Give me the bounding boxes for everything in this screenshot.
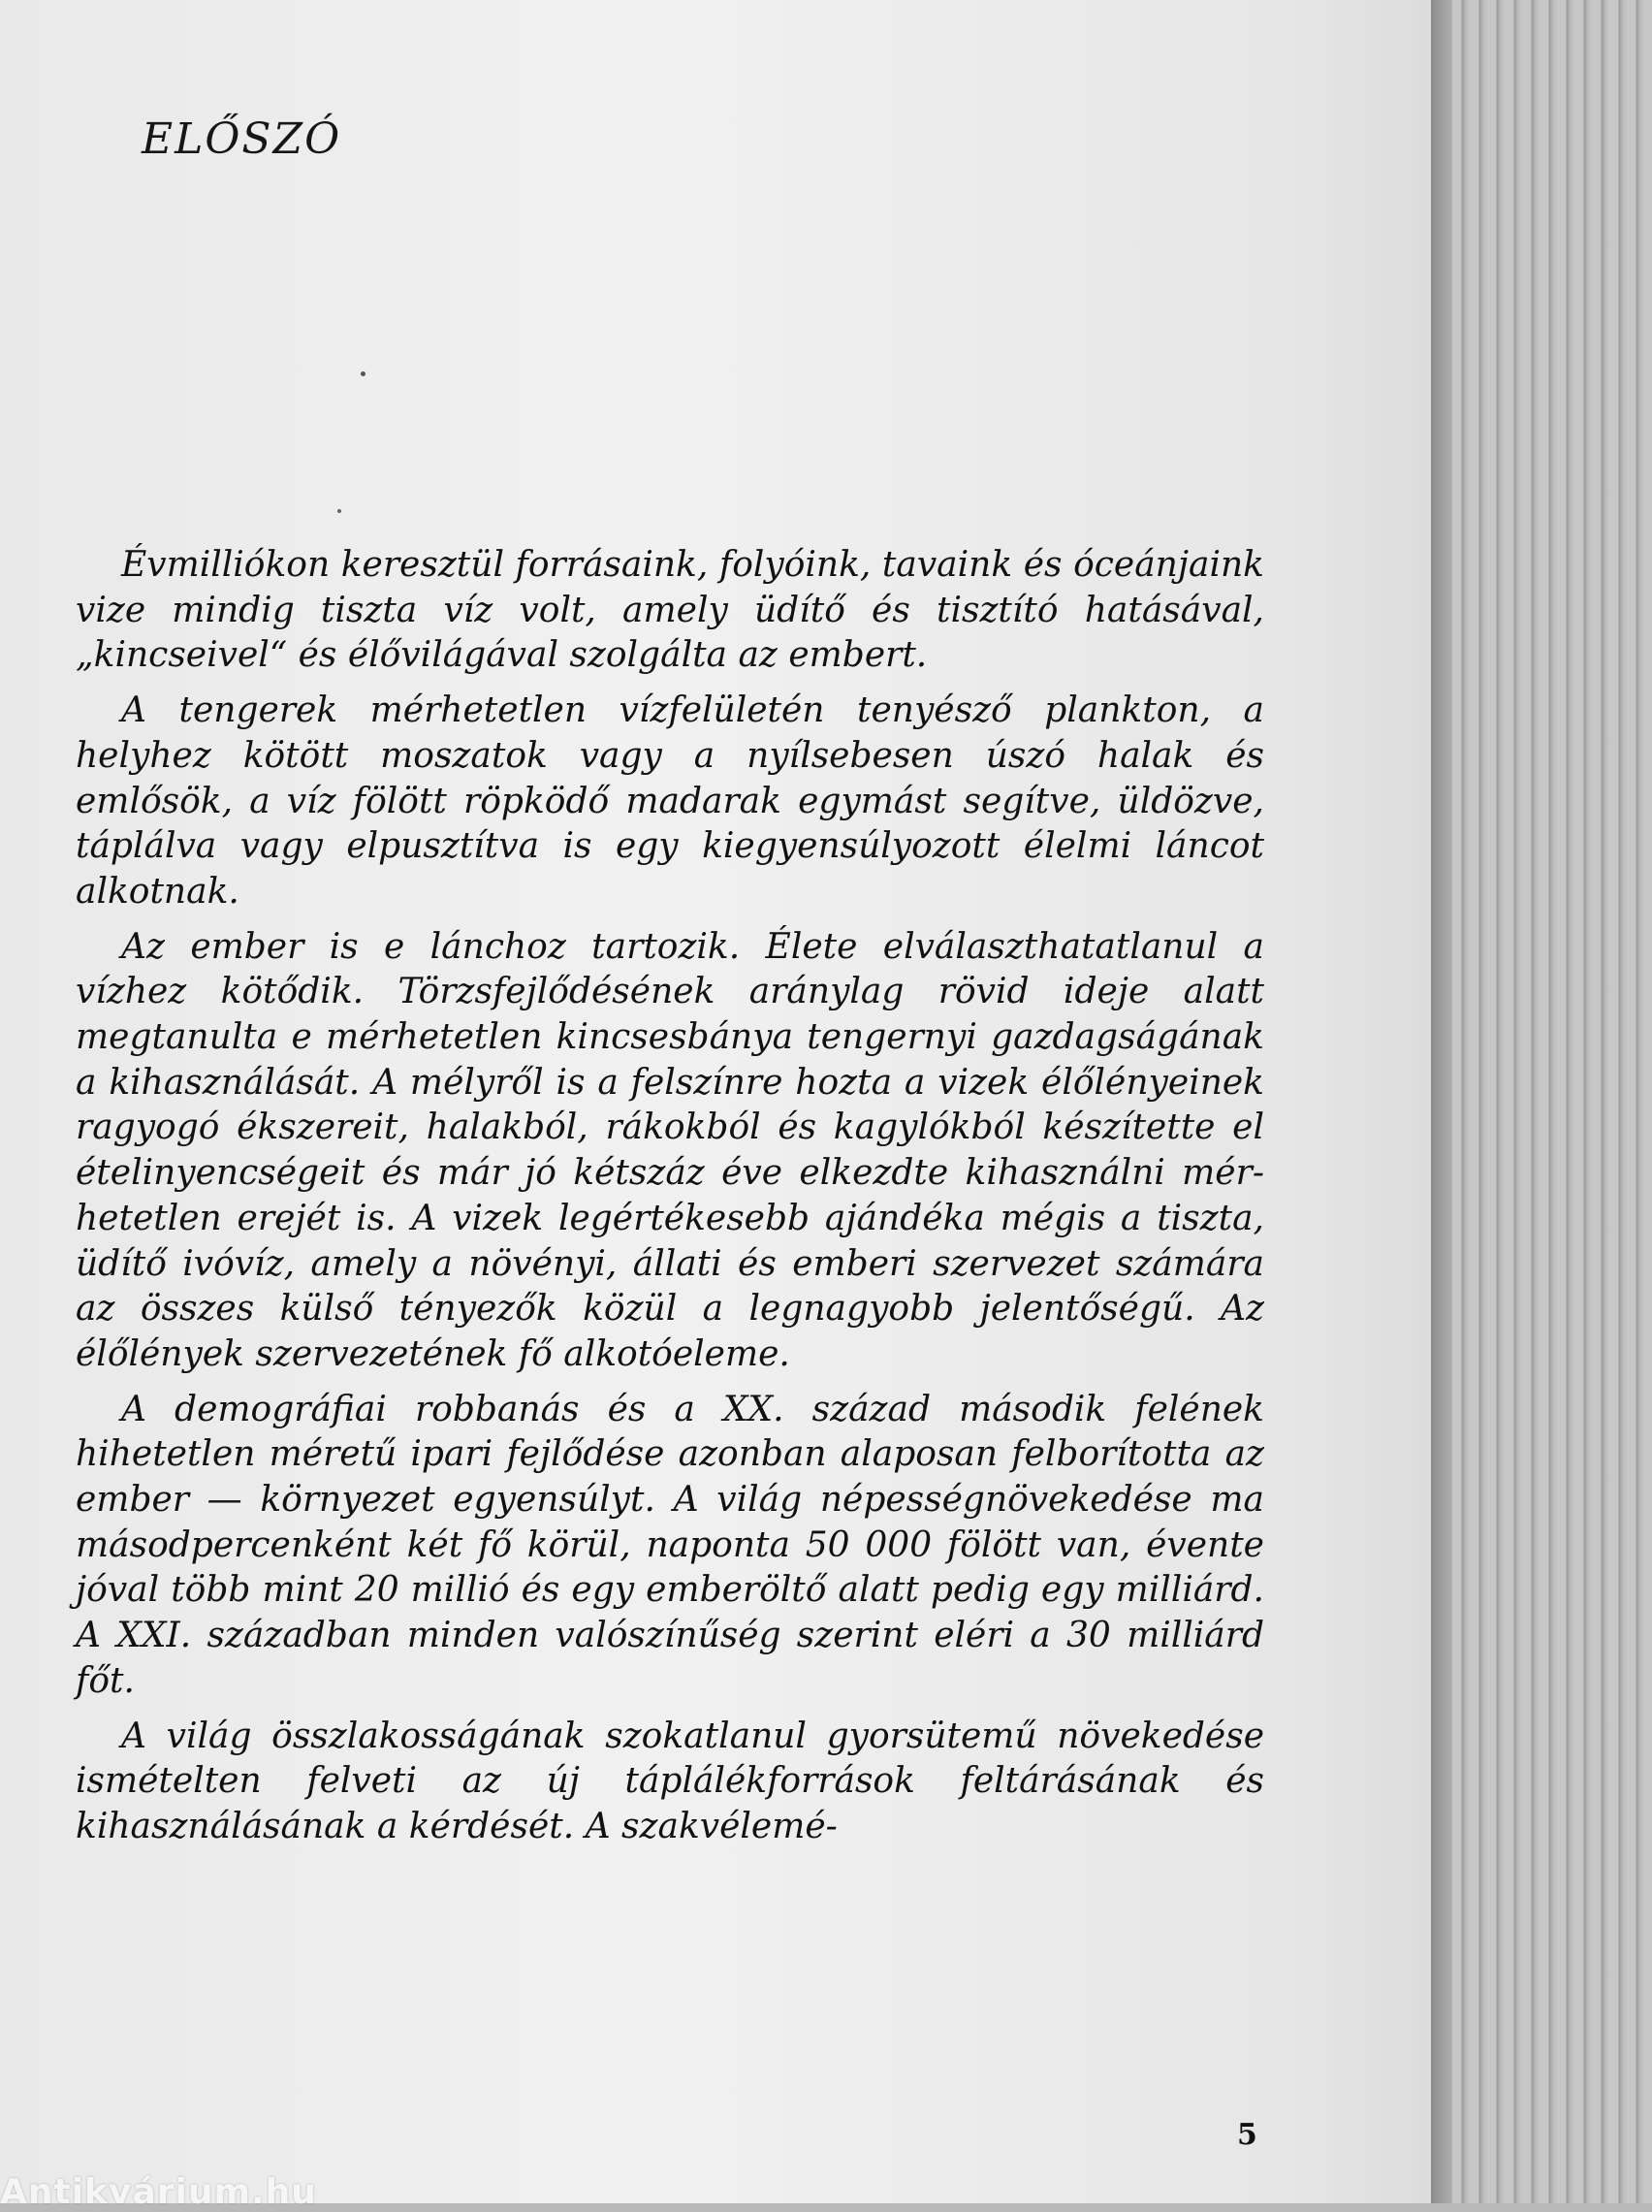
- body-text: [76, 543, 1264, 1860]
- page-number: 5: [1237, 2118, 1257, 2152]
- paragraph-2: A tengerek mérhetetlen vízfelületén tenyésző plankton, a helyhez kötött moszatok vagy a nyílsebesen úszó halak és emlősök, a víz fölött röpködő madarak egymást segítve, üldözve, táplálva vagy elpusztítva is egy kiegyensúlyozott élelmi láncot alkotnak.: [76, 690, 1264, 912]
- book-page-edges: [1452, 0, 1652, 2203]
- paragraph-1: Évmilliókon keresztül forrásaink, folyóink, tavaink és óceánjaink vize mindig tiszta víz volt, amely üdítő és tisztító hatásával, „kincseivel“ és élővilágával szolgálta az embert.: [76, 545, 1264, 676]
- paragraph-4: A demográfiai robbanás és a XX. század második felének hihetetlen méretű ipari fejlődése azonban alaposan felborította az ember — környezet egyensúlyt. A világ népességnövekedése ma másodpercenként két fő körül, naponta 50 000 fölött van, évente jóval több mint 20 millió és egy emberöltő alatt pedig egy milliárd. A XXI. században minden valószínűség szerint eléri a 30 milliárd főt.: [76, 1389, 1264, 1701]
- paragraph-3: Az ember is e lánchoz tartozik. Élete elválaszthatatlanul a vízhez kötődik. Törzsfejlődésének aránylag rövid ideje alatt megtanulta e mérhetetlen kincsesbánya tengernyi gazdagságának a kihasználását. A mélyről is a felszínre hozta a vizek élőlényeinek ragyogó ékszereit, halakból, rákokból és kagylókból készítette el ételinyencségeit és már jó kétszáz éve elkezdte kihasználni mérhetetlen erejét is. A vizek legértékesebb ajándéka mégis a tiszta, üdítő ivóvíz, amely a növényi, állati és emberi szervezet számára az összes külső tényezők közül a legnagyobb jelentőségű. Az élőlények szervezetének fő alkotóeleme.: [76, 926, 1264, 1374]
- paragraph-5: A világ összlakosságának szokatlanul gyorsütemű növekedése ismételten felveti az új táplálékforrások feltárásának és kihasználásának a kérdését. A szakvélemé-: [76, 1715, 1264, 1846]
- print-speck: [337, 509, 341, 513]
- chapter-heading: ELŐSZÓ: [142, 114, 342, 164]
- print-speck: [361, 371, 365, 376]
- page-gutter-shadow: [1431, 0, 1452, 2203]
- watermark: Antikvárium.hu: [0, 2172, 317, 2212]
